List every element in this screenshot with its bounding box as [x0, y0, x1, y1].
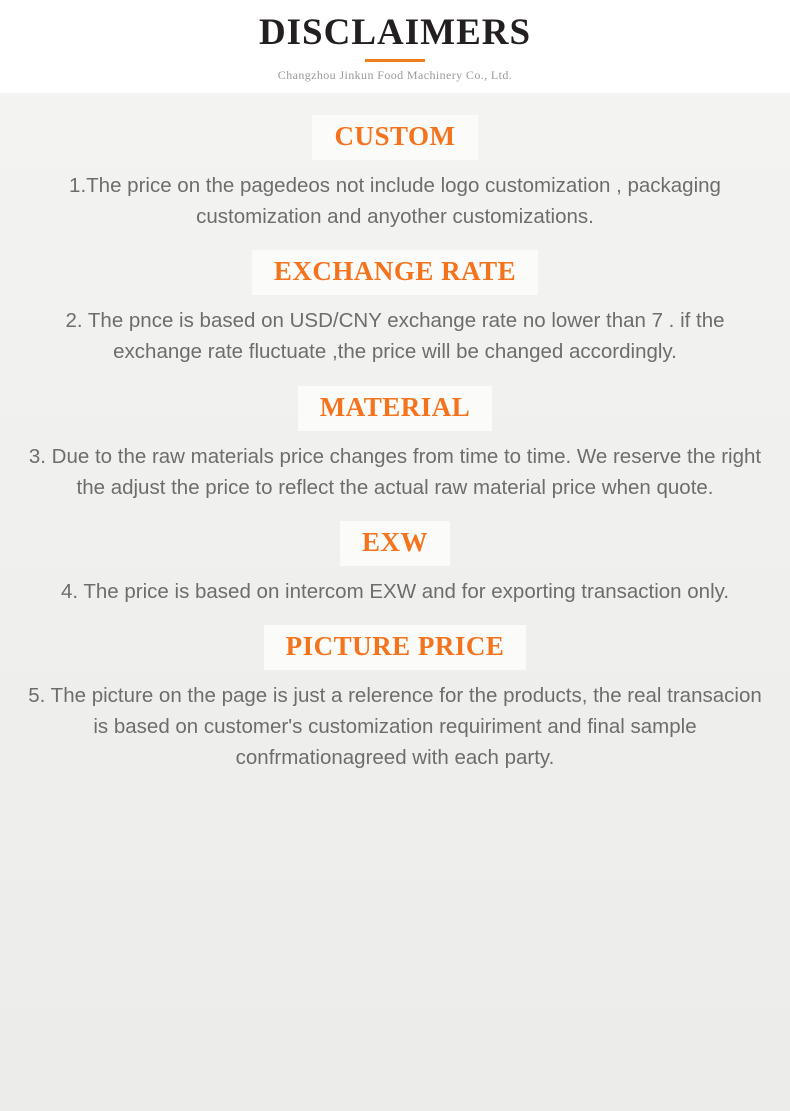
- section-custom-body: 1.The price on the pagedeos not include logo customization , packaging customization and anyother customizations.: [69, 173, 721, 229]
- section-exchange-rate-heading-wrap: [18, 250, 772, 295]
- page-header: [0, 0, 790, 93]
- section-picture-price-heading-wrap: [18, 625, 772, 670]
- section-material-heading-wrap: [18, 386, 772, 431]
- company-name: Changzhou Jinkun Food Machinery Co., Ltd.: [277, 67, 513, 82]
- section-custom-heading: CUSTOM: [312, 115, 477, 160]
- section-custom-heading-wrap: [18, 115, 772, 160]
- section-picture-price-heading: PICTURE PRICE: [264, 625, 527, 670]
- section-picture-price: [18, 625, 772, 774]
- page-title: DISCLAIMERS: [258, 12, 532, 53]
- disclaimers-content: [0, 93, 790, 774]
- section-exw-body: 4. The price is based on intercom EXW and for exporting transaction only.: [60, 579, 730, 603]
- section-material-body: 3. Due to the raw materials price changes from time to time. We reserve the right the adjust the price to reflect the actual raw material price when quote.: [28, 444, 762, 499]
- title-underline-rule: [365, 59, 425, 62]
- section-material-heading: MATERIAL: [298, 386, 493, 431]
- section-exw-heading-wrap: [18, 521, 772, 566]
- section-exchange-rate-heading: EXCHANGE RATE: [252, 250, 538, 295]
- section-exchange-rate: [18, 250, 772, 367]
- section-picture-price-body: 5. The picture on the page is just a relerence for the products, the real transacion is based on customer's customization requiriment and final sample confrmationagreed with each party.: [28, 684, 762, 770]
- section-exw: [18, 521, 772, 607]
- section-custom: [18, 115, 772, 232]
- section-material: [18, 386, 772, 503]
- section-exw-heading: EXW: [340, 521, 450, 566]
- section-exchange-rate-body: 2. The pnce is based on USD/CNY exchange rate no lower than 7 . if the exchange rate fluctuate ,the price will be changed accordingly.: [65, 309, 725, 364]
